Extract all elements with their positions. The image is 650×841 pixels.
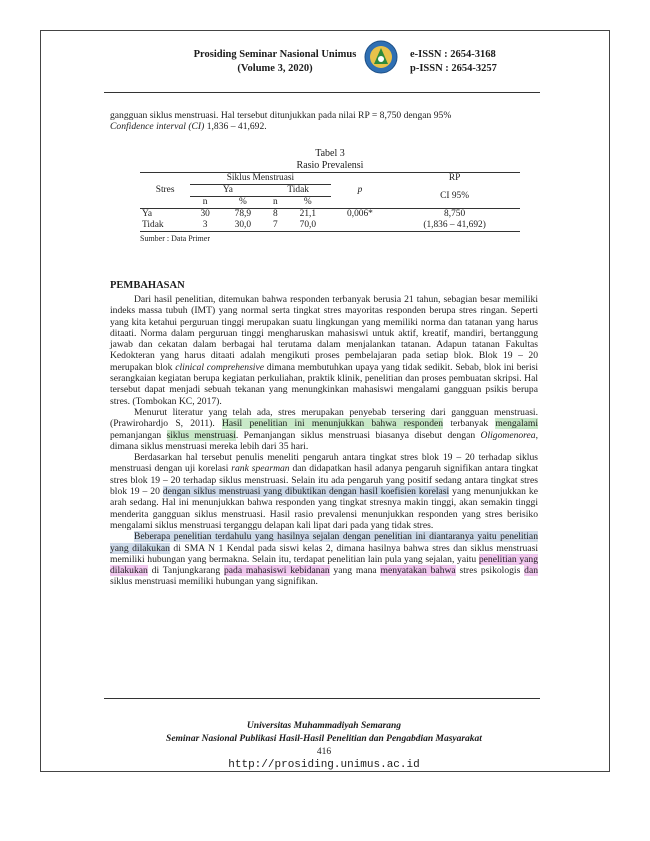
proceedings-volume: (Volume 3, 2020) bbox=[237, 63, 313, 74]
header-right bbox=[410, 48, 497, 76]
ci-value: 1,836 – 41,692. bbox=[204, 121, 267, 133]
col-header-rp: RP bbox=[448, 173, 461, 184]
highlight: penelitian yang dilakukan bbox=[110, 553, 539, 577]
page-number: 416 bbox=[316, 747, 332, 757]
footer-url[interactable]: http://prosiding.unimus.ac.id bbox=[228, 759, 420, 771]
col-header-n1: n bbox=[190, 197, 220, 209]
paragraph-1: Dari hasil penelitian, ditemukan bahwa responden terbanyak berusia 21 tahun, sebagian besar memiliki indeks massa tubuh (IMT) yang normal serta tingkat stres mayoritas responden berupa stres ringan. Seperti yang kita ketahui perguruan tinggi merupakan suatu lingkungan yang memiliki norma dan tatanan yang harus ditaati. Norma dalam perguruan tinggi mengharuskan mahasiswi untuk aktif, kreatif, mandiri, bertanggung jawab dan cekatan dalam berbagai hal terutama dalam menjalankan tatanan. Adapun tatanan Fakultas Kedokteran yang harus ditaati adalah mengikuti proses pembelajaran pada setiap blok. Blok 19 – 20 merupakan blok clinical comprehensive dimana membutuhkan upaya yang tidak sedikit. Sebab, blok ini berisi serangkaian kegiatan berupa kegiatan perkuliahan, praktik klinik, penelitian dan proses pembuatan skripsi. Hal tersebut dapat menjadi sebuah tekanan yang menungkinkan mahasiswi mengalami gangguan psikis berupa stres. (Tombokan KC, 2017). bbox=[110, 294, 539, 407]
highlight: dengan siklus menstruasi yang dibuktikan dengan hasil koefisien korelasi bbox=[162, 486, 450, 498]
table-row: Ya 30 78,9 8 21,1 0,006* 8,750 bbox=[142, 209, 466, 219]
paragraph-3: Berdasarkan hal tersebut penulis meneliti pengaruh antara tingkat stres blok 19 – 20 terhadap siklus menstruasi dengan uji korelasi rank spearman dan didapatkan hasil adanya pengaruh signifikan antara tingkat stres blok 19 – 20 terhadap siklus menstruasi. Selain itu ada pengaruh yang positif sedang antara tingkat stres blok 19 – 20 dengan siklus menstruasi yang dibuktikan dengan hasil koefisien korelasi yang menunjukkan ke arah sedang. Hal ini menunjukkan bahwa responden yang tingkat stresnya makin tinggi, akan semakin tinggi menderita gangguan siklus menstruasi. Hasil rasio prevalensi menunjukkan responden yang stres berisiko mengalami siklus menstruasi terganggu delapan kali lipat dari pada yang tidak stres. bbox=[110, 452, 538, 531]
university-seal-icon bbox=[364, 40, 398, 74]
col-header-stres: Stres bbox=[140, 173, 190, 209]
prevalence-ratio-table bbox=[140, 148, 520, 243]
pissn-label: p-ISSN : 2654-3257 bbox=[410, 63, 497, 74]
highlight: Hasil penelitian ini menunjukkan bahwa responden bbox=[221, 418, 444, 430]
col-header-ci: CI 95% bbox=[389, 185, 520, 209]
table-body bbox=[140, 172, 520, 232]
col-header-ya: Ya bbox=[190, 185, 265, 197]
intro-line: gangguan siklus menstruasi. Hal tersebut ditunjukkan pada nilai RP = 8,750 dengan 95% bbox=[110, 110, 452, 121]
proceedings-title: Prosiding Seminar Nasional Unimus bbox=[193, 49, 357, 60]
col-header-n2: n bbox=[266, 197, 285, 209]
eissn-label: e-ISSN : 2654-3168 bbox=[410, 49, 496, 60]
footer-university: Universitas Muhammadiyah Semarang bbox=[246, 721, 402, 731]
ci-label: Confidence interval (CI) bbox=[110, 121, 205, 133]
table-source: Sumber : Data Primer bbox=[140, 234, 210, 243]
col-header-pct2: % bbox=[285, 197, 331, 209]
col-header-siklus: Siklus Menstruasi bbox=[190, 173, 330, 185]
footer-seminar: Seminar Nasional Publikasi Hasil-Hasil Penelitian dan Pengabdian Masyarakat bbox=[166, 734, 482, 744]
header-divider bbox=[104, 92, 540, 93]
col-header-tidak: Tidak bbox=[266, 185, 331, 197]
col-header-pct1: % bbox=[220, 197, 266, 209]
paragraph-2: Menurut literatur yang telah ada, stres merupakan penyebab tersering dari gangguan menstruasi. (Prawirohardjo S, 2011). Hasil penelitian ini menunjukkan bahwa responden terbanyak mengalami pemanjangan siklus menstruasi. Pemanjangan siklus menstruasi biasanya disebut dengan Oligomenorea, dimana siklus menstruasi mereka lebih dari 35 hari. bbox=[110, 406, 539, 452]
highlight: dan bbox=[524, 565, 539, 577]
highlight: siklus menstruasi bbox=[166, 429, 236, 441]
footer-divider bbox=[104, 698, 540, 699]
page-header bbox=[40, 36, 608, 84]
highlight: Beberapa penelitian terdahulu yang hasilnya sejalan dengan penelitian ini diantaranya yaitu penelitian yang dilakukan bbox=[110, 531, 538, 554]
section-heading: PEMBAHASAN bbox=[110, 280, 185, 291]
intro-ci-line bbox=[110, 121, 538, 132]
col-header-p: p bbox=[331, 173, 390, 209]
highlight: pada mahasiswi kebidanan bbox=[223, 565, 330, 577]
highlight: mengalami bbox=[495, 418, 539, 430]
discussion-body bbox=[110, 294, 538, 588]
table-subtitle: Rasio Prevalensi bbox=[296, 160, 364, 171]
table-row: Tidak 3 30,0 7 70,0 (1,836 – 41,692) bbox=[140, 220, 520, 232]
table-title: Tabel 3 bbox=[315, 148, 345, 159]
page-footer bbox=[40, 720, 608, 772]
highlight: menyatakan bahwa bbox=[380, 565, 456, 577]
header-left bbox=[160, 48, 390, 76]
intro-text bbox=[110, 110, 538, 133]
paragraph-4: Beberapa penelitian terdahulu yang hasilnya sejalan dengan penelitian ini diantaranya yaitu penelitian yang dilakukan di SMA N 1 Kendal pada siswi kelas 2, dimana hasilnya bahwa stres dan siklus menstruasi memiliki hubungan yang bermakna. Selain itu, terdapat penelitian lain pula yang sejalan, yaitu penelitian yang dilakukan di Tanjungkarang pada mahasiswi kebidanan yang mana menyatakan bahwa stres psikologis dan siklus menstruasi memiliki hubungan yang signifikan. bbox=[110, 531, 539, 588]
